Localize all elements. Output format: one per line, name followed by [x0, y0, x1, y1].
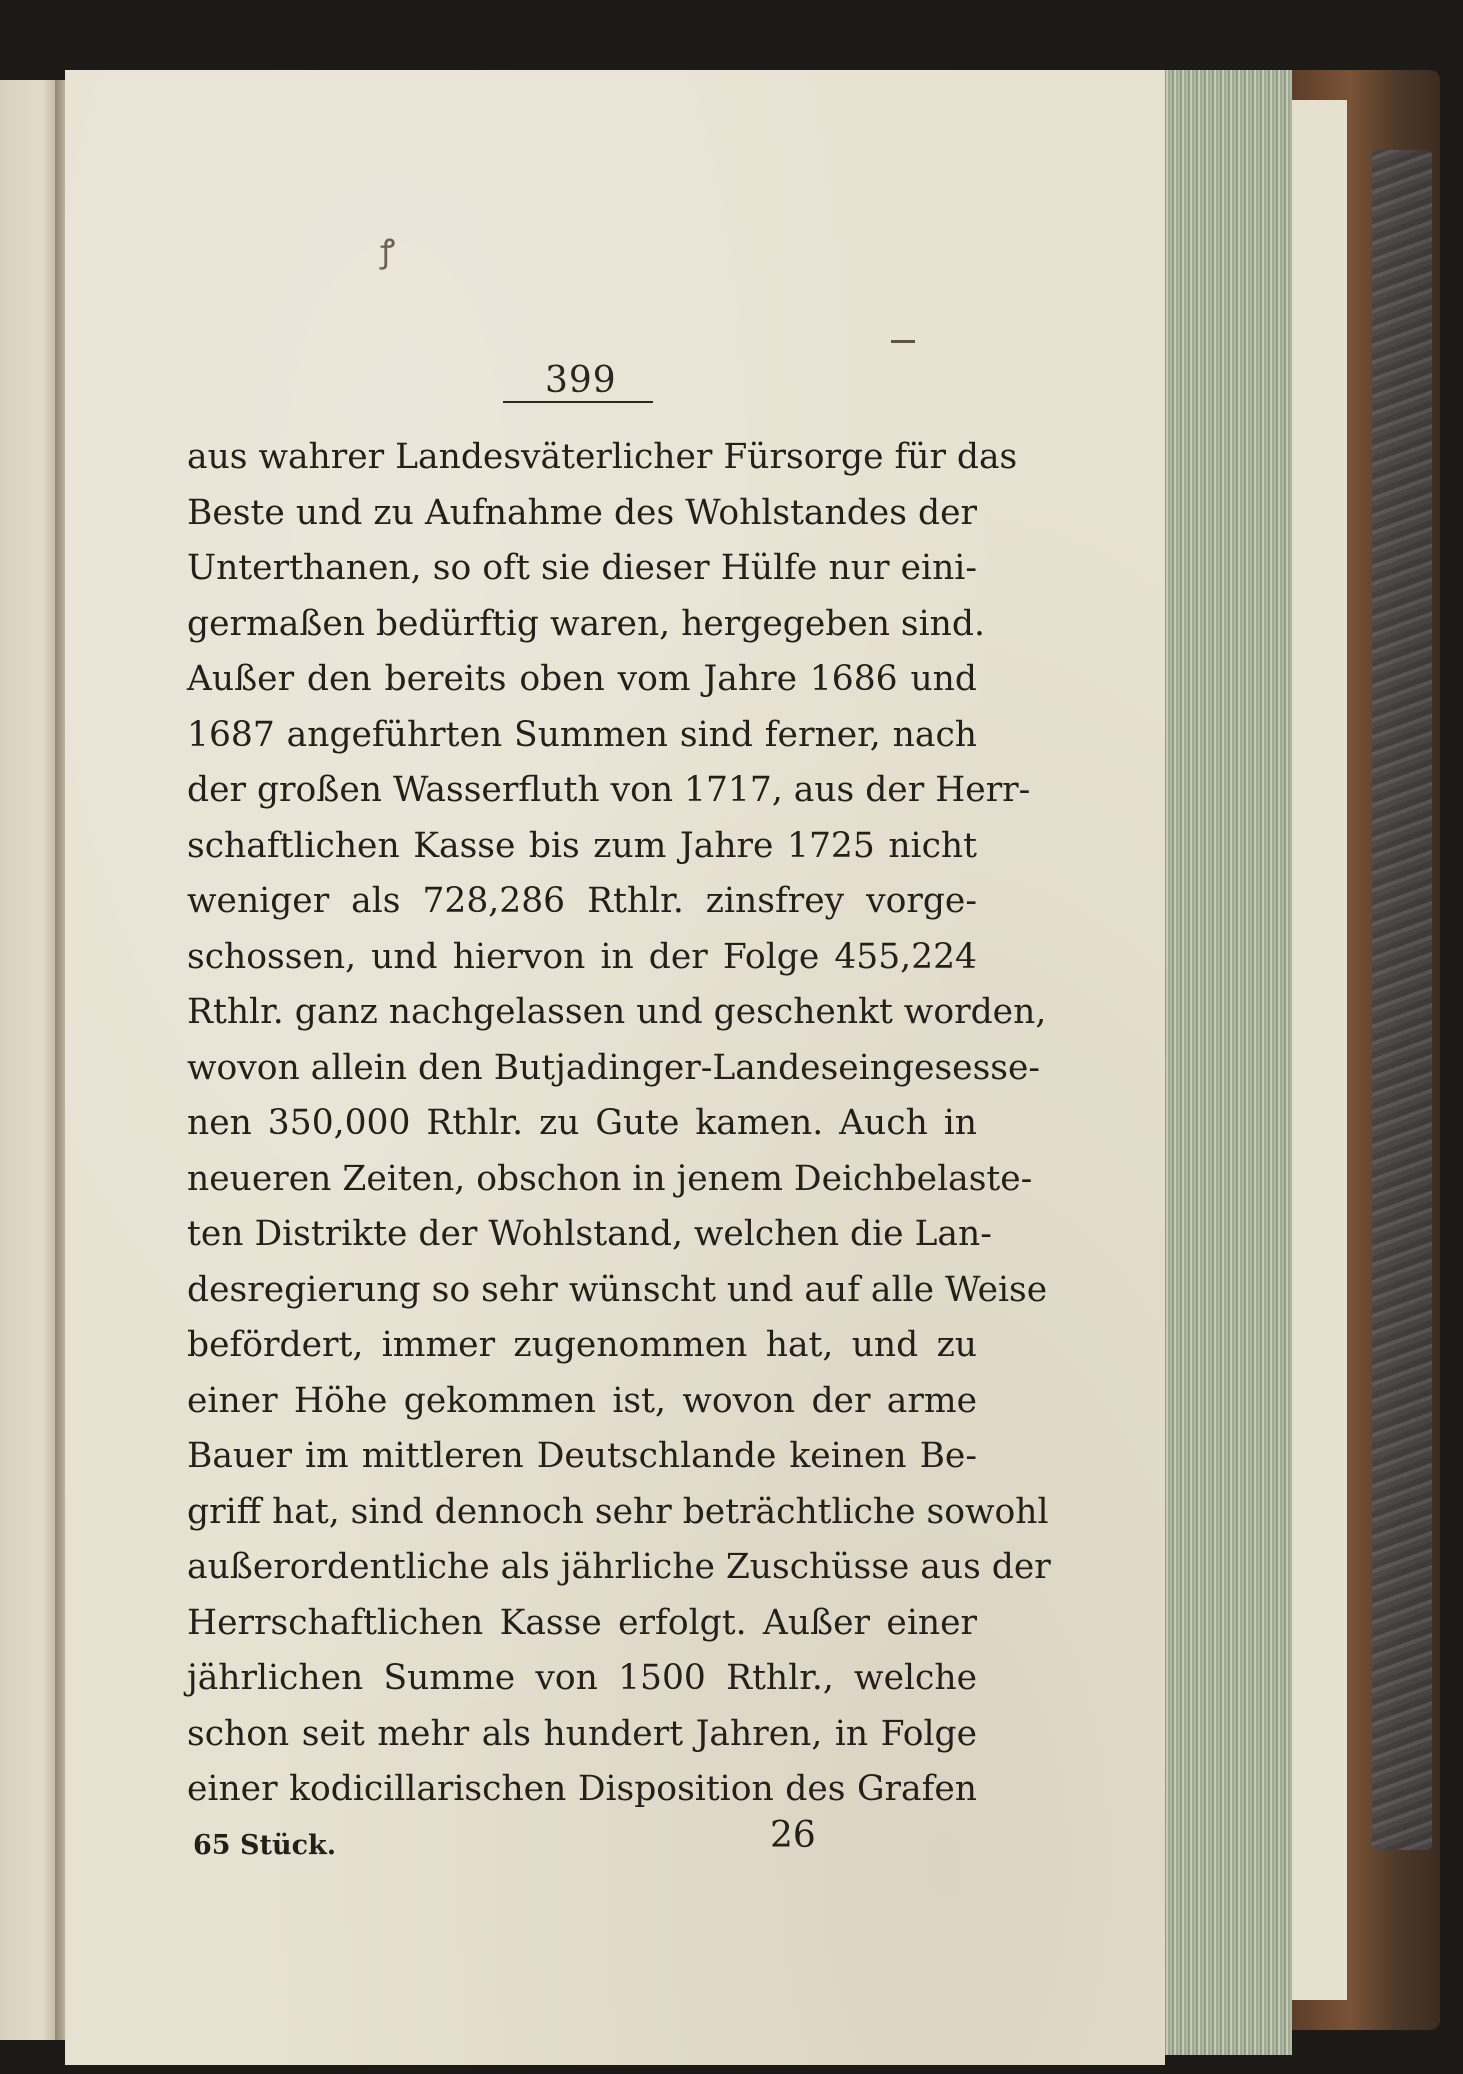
body-text	[187, 430, 1051, 1818]
text-line: griff hat, sind dennoch sehr beträchtliche sowohl	[187, 1491, 1049, 1532]
text-line: schossen, und hiervon in der Folge 455,224	[187, 936, 977, 977]
text-line: schon seit mehr als hundert Jahren, in Folge	[187, 1713, 977, 1754]
text-line: der großen Wasserfluth von 1717, aus der Herr-	[187, 770, 1031, 810]
text-line: jährlichen Summe von 1500 Rthlr., welche	[187, 1658, 977, 1698]
text-line: Herrschaftlichen Kasse erfolgt. Außer einer	[187, 1602, 977, 1643]
back-sheet	[1285, 100, 1347, 2000]
book-page	[65, 70, 1165, 2065]
text-line: außerordentliche als jährliche Zuschüsse aus der	[187, 1547, 1051, 1587]
top-mark: ꝭ	[380, 232, 396, 270]
text-line: germaßen bedürftig waren, hergegeben sind.	[187, 603, 985, 644]
footer-signature: 65 Stück.	[193, 1830, 337, 1861]
text-line: wovon allein den Butjadinger-Landeseingesesse-	[187, 1047, 1041, 1088]
text-line: weniger als 728,286 Rthlr. zinsfrey vorge-	[187, 881, 977, 921]
text-line: desregierung so sehr wünscht und auf alle Weise	[187, 1269, 1048, 1310]
text-line: Bauer im mittleren Deutschlande keinen Be-	[187, 1436, 977, 1476]
text-line: einer kodicillarischen Disposition des Grafen	[187, 1769, 977, 1809]
text-line: Rthlr. ganz nachgelassen und geschenkt worden,	[187, 992, 1047, 1032]
text-line: neueren Zeiten, obschon in jenem Deichbelaste-	[187, 1158, 1033, 1199]
text-line: nen 350,000 Rthlr. zu Gute kamen. Auch in	[187, 1103, 977, 1143]
text-line: ten Distrikte der Wohlstand, welchen die Lan-	[187, 1214, 992, 1254]
footer-sheet-number: 26	[770, 1815, 816, 1856]
text-line: Beste und zu Aufnahme des Wohlstandes der	[187, 492, 977, 533]
page-number: 399	[545, 360, 617, 401]
ink-dash	[891, 340, 915, 343]
text-line: Außer den bereits oben vom Jahre 1686 und	[187, 659, 977, 699]
text-line: befördert, immer zugenommen hat, und zu	[187, 1325, 977, 1365]
text-line: 1687 angeführten Summen sind ferner, nach	[187, 714, 977, 755]
page-edges	[1160, 70, 1292, 2055]
text-line: schaftlichen Kasse bis zum Jahre 1725 nicht	[187, 825, 977, 866]
page-number-rule	[503, 401, 653, 403]
text-line: Unterthanen, so oft sie dieser Hülfe nur eini-	[187, 548, 977, 588]
text-line: einer Höhe gekommen ist, wovon der arme	[187, 1380, 977, 1421]
left-page-edge	[0, 80, 60, 2040]
text-line: aus wahrer Landesväterlicher Fürsorge für das	[187, 437, 1018, 477]
